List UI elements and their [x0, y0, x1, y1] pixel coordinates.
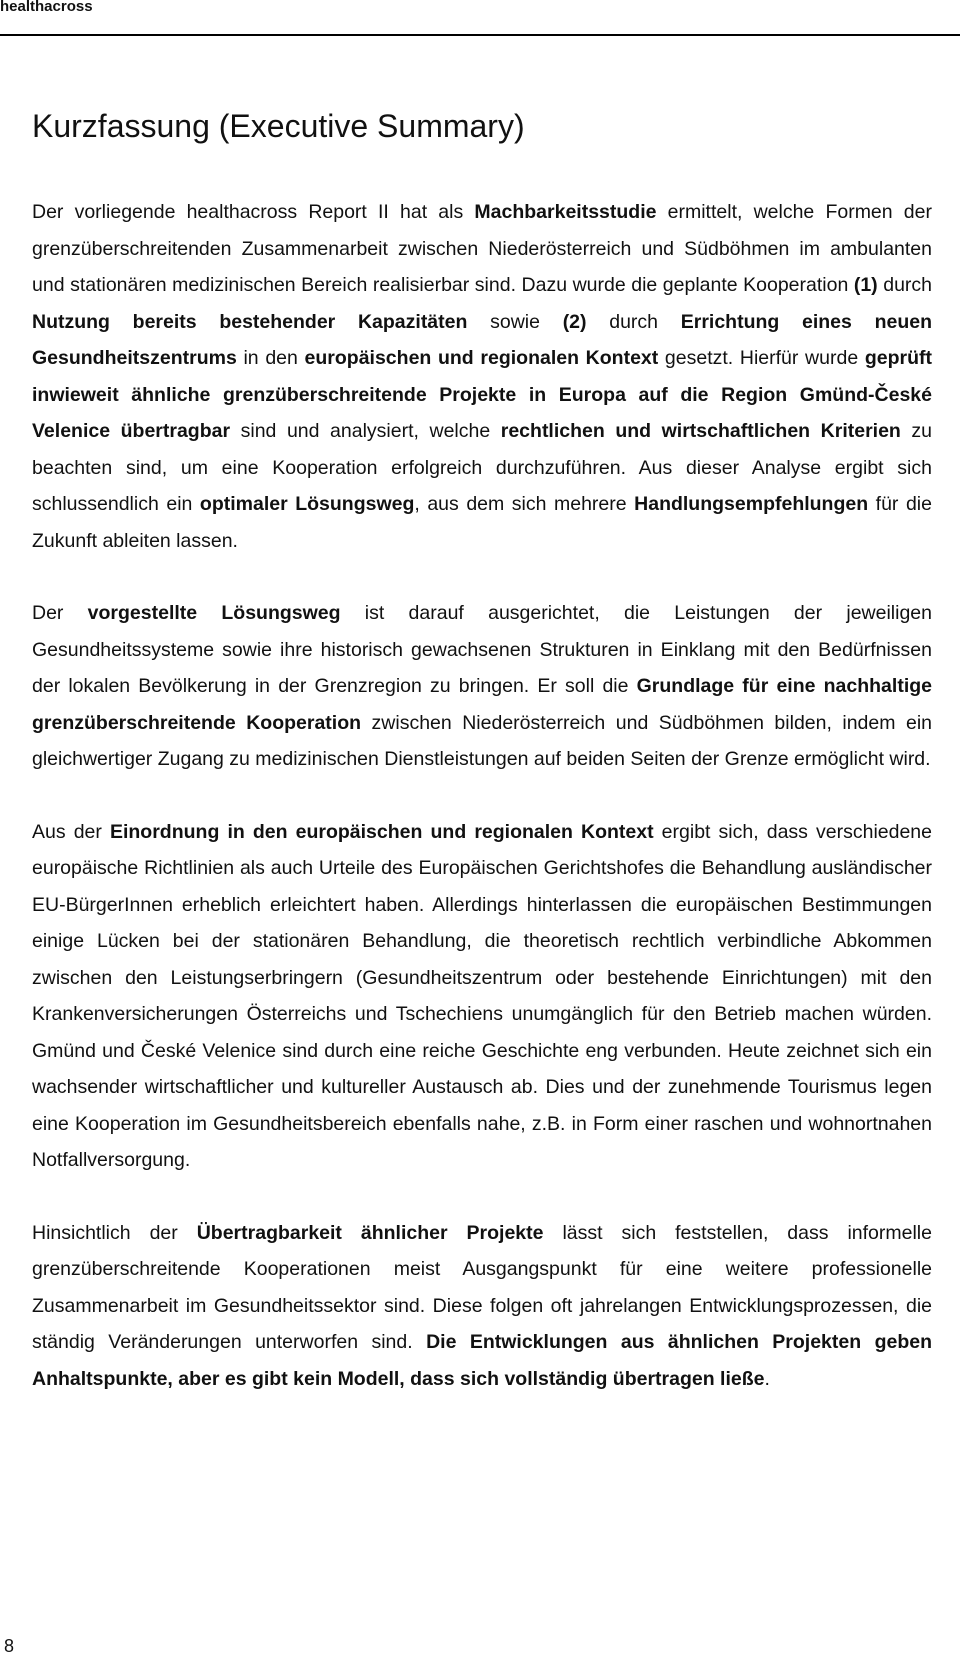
text-run: für die Zukunft ableiten lassen. — [32, 493, 932, 552]
text-run: ermittelt, welche Formen der grenzüberschreitenden Zusammenarbeit zwischen Niederösterreich und Südböhmen im ambulanten und stationären medizinischen Bereich realisierbar sind. Dazu wurde die geplante Kooperation — [32, 201, 932, 296]
text-run: ergibt sich, dass verschiedene europäische Richtlinien als auch Urteile des Europäischen Gerichtshofes die Behandlung ausländischer EU-BürgerInnen erheblich erleichtert haben. Allerdings hinterlassen die europäischen Bestimmungen einige Lücken bei der stationären Behandlung, die theoretisch rechtlich verbindliche Abkommen zwischen den Leistungserbringern (Gesundheitszentrum oder bestehende Einrichtungen) mit den Krankenversicherungen Österreichs und Tschechiens unumgänglich für den Betrieb machen würden. Gmünd und České Velenice sind durch eine reiche Geschichte eng verbunden. Heute zeichnet sich ein wachsender wirtschaftlicher und kultureller Austausch ab. Dies und der zunehmende Tourismus legen eine Kooperation im Gesundheitsbereich ebenfalls nahe, z.B. in Form einer raschen und wohnortnahen Notfallversorgung. — [32, 820, 932, 1171]
emphasis-text: rechtlichen und wirtschaftlichen Kriterien — [500, 420, 901, 442]
text-run: zu beachten sind, um eine Kooperation erfolgreich durchzuführen. Aus dieser Analyse ergibt sich schlussendlich ein — [32, 420, 932, 515]
emphasis-text: (2) — [562, 310, 587, 333]
text-run: Hinsichtlich der — [32, 1221, 197, 1244]
text-run: gesetzt. Hierfür wurde — [658, 347, 865, 369]
text-run: durch — [586, 310, 681, 333]
emphasis-text: (1) — [853, 274, 878, 296]
text-run: Der vorliegende healthacross Report II hat als — [32, 201, 475, 223]
text-run: in den — [236, 347, 305, 369]
emphasis-text: Grundlage für eine nachhaltige grenzüberschreitende Kooperation — [32, 675, 932, 734]
text-run: sowie — [467, 310, 563, 333]
emphasis-text: optimaler Lösungsweg — [199, 493, 415, 515]
header-divider — [0, 34, 960, 36]
text-run: lässt sich feststellen, dass informelle grenzüberschreitende Kooperationen meist Ausgangspunkt für eine weitere professionelle Zusammenarbeit im Gesundheitssektor sind. Diese folgen oft jahrelangen Entwicklungsprozessen, die ständig Veränderungen unterworfen sind. — [32, 1221, 932, 1353]
text-run: . — [764, 1367, 770, 1390]
emphasis-text: Handlungsempfehlungen — [634, 493, 869, 515]
paragraph-4 — [32, 1215, 932, 1398]
emphasis-text: vorgestellte Lösungsweg — [87, 602, 341, 624]
text-run: ist darauf ausgerichtet, die Leistungen der jeweiligen Gesundheitssysteme sowie ihre historisch gewachsenen Strukturen in Einklang mit den Bedürfnissen der lokalen Bevölkerung in der Grenzregion zu bringen. Er soll die — [32, 602, 932, 697]
emphasis-text: Übertragbarkeit ähnlicher Projekte — [196, 1221, 544, 1244]
text-run: sind und analysiert, welche — [230, 420, 501, 442]
emphasis-text: Einordnung in den europäischen und regionalen Kontext — [109, 820, 654, 843]
running-header-title: healthacross — [0, 0, 93, 15]
emphasis-text: Die Entwicklungen aus ähnlichen Projekten geben Anhaltspunkte, aber es gibt kein Modell, dass sich vollständig übertragen ließe — [32, 1331, 932, 1390]
emphasis-text: Machbarkeitsstudie — [474, 201, 657, 223]
paragraph-2 — [32, 595, 932, 778]
emphasis-text: europäischen und regionalen Kontext — [304, 347, 659, 369]
page-number: 8 — [4, 1636, 15, 1656]
emphasis-text: Errichtung eines neuen Gesundheitszentrums — [32, 310, 932, 369]
paragraph-3 — [32, 814, 932, 1179]
body-text — [32, 194, 932, 1397]
text-run: Aus der — [32, 820, 110, 843]
emphasis-text: geprüft inwieweit ähnliche grenzüberschreitende Projekte in Europa auf die Region Gmünd-České Velenice übertragbar — [32, 347, 932, 442]
paragraph-1 — [32, 194, 932, 559]
text-run: zwischen Niederösterreich und Südböhmen bilden, indem ein gleichwertiger Zugang zu medizinischen Dienstleistungen auf beiden Seiten der Grenze ermöglicht wird. — [32, 711, 933, 770]
text-run: , aus dem sich mehrere — [414, 493, 635, 515]
emphasis-text: Nutzung bereits bestehender Kapazitäten — [32, 310, 468, 333]
page-title: Kurzfassung (Executive Summary) — [32, 108, 525, 144]
text-run: durch — [877, 274, 932, 296]
text-run: Der — [32, 602, 88, 624]
running-header — [0, 0, 960, 36]
